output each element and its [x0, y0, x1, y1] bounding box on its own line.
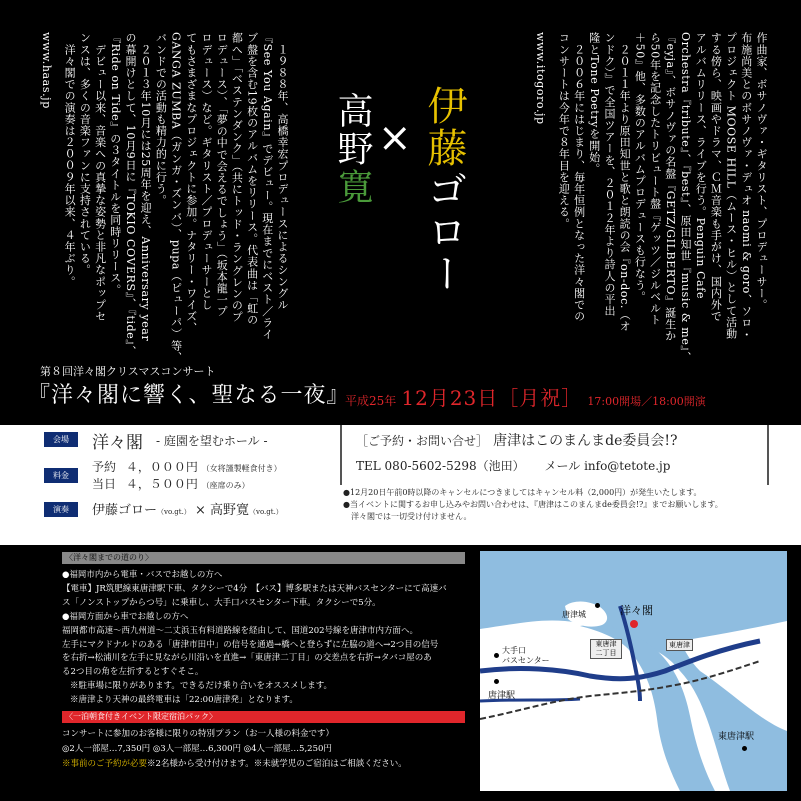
access-map[interactable]: [480, 551, 787, 791]
bio-line: 布施尚美とのボサノヴァ・デュオ naomi & goro、ソロ・: [739, 32, 753, 341]
bio-line: GANGA ZUMBA（ガンガ・ズンバ）、pupa（ピューパ）等、: [169, 32, 183, 363]
map-label-higashi: 東唐津: [666, 639, 693, 651]
event-date: 12月23日［月祝］: [401, 386, 583, 410]
bio-line: Orchestra『tribute』、『best』、原田知世『music & me』、: [678, 32, 692, 364]
note-line: 洋々閣では一切受け付けません。: [351, 512, 472, 521]
venue-marker-icon[interactable]: [630, 620, 638, 628]
bio-line: 洋々閣での演奏は２００９年以来、４年ぶり。: [63, 32, 77, 288]
bio-line: 『Ride on Tide』の３タイトルを同時リリース。: [108, 32, 122, 296]
ito-family-name: 伊藤: [421, 85, 467, 169]
access-line: ※駐車場に限りがあります。できるだけ乗り合いをオススメします。: [70, 681, 333, 692]
access-line: ●福岡方面から車でお越しの方へ: [62, 611, 189, 622]
map-label-karatsu-station: 唐津駅: [488, 691, 516, 701]
price-label: 当日: [92, 477, 117, 491]
bio-line: １９８８年、高橋幸宏プロデュースによるシングル: [276, 32, 289, 311]
details-section: [0, 425, 801, 545]
note-line: ●12月20日午前0時以降のキャンセルにつきましてはキャンセル料（2,000円）が発生いたします。: [343, 488, 702, 497]
contact-line: [356, 457, 670, 474]
access-line: を右折→松浦川を左手に見ながら川沿いを直進→「東唐津二丁目」の交差点を右折→タバコ屋のあ: [62, 653, 432, 664]
stay-line: [62, 757, 407, 772]
map-label-higashi-nichome: 東唐津 二丁目: [590, 639, 622, 659]
contact-notes: [343, 487, 723, 523]
bio-line: てもさまざまなプロジェクトに参加。ナタリー・ワイズ、: [184, 32, 198, 334]
map-label-otemachi: 大手口 バスセンター: [502, 646, 550, 665]
bio-line: プロジェクト MOOSE HILL（ムース・ヒル）として活動: [724, 32, 738, 340]
bio-line: 作曲家、ボサノヴァ・ギタリスト、プロデューサー。: [755, 32, 768, 311]
access-line: ●福岡市内から電車・バスでお越しの方へ: [62, 570, 223, 580]
bio-line: コンサートは今年で８年目を迎える。: [557, 32, 571, 230]
bio-url[interactable]: www.haas.jp: [39, 32, 53, 109]
bio-line: デビュー以来、音楽への真摯な姿勢と非凡なポップセ: [93, 32, 107, 322]
price-value: ４，５００円: [125, 477, 198, 491]
bio-line: ＋50』他、多数のアルバムプロデュースも行なう。: [633, 32, 647, 303]
bio-url[interactable]: www.itogoro.jp: [534, 32, 548, 125]
venue-name: 洋々閣: [92, 433, 143, 453]
map-label-castle: 唐津城: [562, 610, 586, 619]
bio-line: ロデュース）など。ギタリスト／プロデューサーとし: [199, 32, 213, 311]
stay-required-note: ※事前のご予約が必要: [62, 759, 148, 769]
name-ito-goro: [422, 85, 466, 295]
contact-tel[interactable]: TEL 080-5602-5298（池田）: [356, 459, 525, 473]
higashi-station-marker-icon: [742, 746, 747, 751]
bio-line: 隆とTone Poetryを開始。: [587, 32, 601, 175]
map-label-venue: 洋々閣: [620, 604, 653, 617]
access-header: 〈洋々閣までの道のり〉: [65, 553, 153, 562]
cross-mark: ×: [378, 115, 412, 161]
access-text: [62, 569, 447, 708]
bio-line: ２０１１年より原田知世と歌と朗読の会『on-doc.（オ: [618, 32, 632, 333]
bio-line: ブ盤を含む19枚のアルバムをリリース。代表曲は「虹の: [245, 32, 259, 326]
contact-mail[interactable]: info@tetote.jp: [584, 459, 671, 473]
stay-line-rest: ※2名様から受け付けます。※未就学児のご宿泊はご相談ください。: [147, 759, 407, 769]
price-label: 予約: [92, 460, 117, 474]
event-time: 17:00開場／18:00開演: [587, 395, 706, 408]
performer-cross: ×: [194, 503, 206, 518]
venue-subtitle: - 庭園を望むホール -: [156, 434, 268, 448]
bio-line: ンドク）』で全国ツアーを、２０１２年より詩人の平出: [602, 32, 616, 317]
event-date-line: [345, 382, 706, 411]
bio-line: ２０１３年10月には25周年を迎え、Anniversary year: [139, 32, 153, 342]
bio-line: ロデュース）、「夢の中で会えるでしょう」（坂本龍一プ: [215, 32, 229, 318]
performer-tag: 演奏: [44, 502, 78, 517]
bio-line: 都へ」「ベステンダンク」（共にトッド・ラングレンのプ: [230, 32, 244, 323]
performer-name: 伊藤ゴロー: [92, 503, 158, 518]
ito-given-name: ゴロー: [421, 169, 467, 295]
performer-role: （vo.gt.）: [157, 508, 191, 516]
price-row-door: [92, 475, 250, 492]
name-takano-hiroshi: [332, 92, 372, 206]
price-value: ４，０００円: [125, 460, 198, 474]
venue-tag: 会場: [44, 432, 78, 447]
access-line: 【電車】JR筑肥線東唐津駅下車、タクシーで4分 【バス】博多駅または天神バスセンターにて高速バ: [62, 583, 447, 594]
bio-line: ら50年を記念したトリビュート盤『ゲッツ／ジルベルト: [648, 32, 662, 326]
karatsu-station-marker-icon: [494, 679, 499, 684]
bio-line: 『eyja』、ボサノヴァの名盤『GETZ/GILBERTO』誕生か: [663, 32, 677, 342]
access-header-bar: [62, 552, 465, 564]
contact-label: ［ご予約・お問い合せ］: [356, 434, 489, 448]
map-label-higashi-station: 東唐津駅: [718, 732, 755, 742]
contact-mail-label: メール: [544, 459, 581, 473]
takano-given-name: 寛: [332, 168, 373, 206]
stay-line: ◎2人一部屋…7,350円 ◎3人一部屋…6,300円 ◎4人一部屋…5,250円: [62, 744, 332, 754]
takano-hiroshi-bio: [30, 32, 290, 363]
access-line: 左手にマクドナルドのある「唐津市田中」の信号を通過→橋へと登らずに左脇の道へ→2つ目の信号: [62, 639, 439, 650]
bio-line: アルバムリリース、ライブを行う。Penguin Cafe: [694, 32, 708, 300]
bio-line: ２００６年にはじまり、毎年恒例となった洋々閣での: [572, 32, 586, 322]
takano-family-name: 高野: [332, 92, 373, 168]
price-note: （女将謹製軽食付き）: [201, 464, 282, 473]
access-section: [0, 545, 801, 801]
performers-row: [92, 499, 283, 518]
bio-line: バンドでの活動も精力的に行う。: [154, 32, 168, 206]
contact-box: [340, 425, 769, 485]
event-subtitle: 第８回洋々閣クリスマスコンサート: [40, 365, 216, 378]
contact-org: 唐津はこのまんまde委員会!?: [493, 433, 678, 449]
performer-role: （vo.gt.）: [249, 508, 283, 516]
access-line: ス「ノンストップからつ号」に乗車し、大手口バスセンター下車。タクシーで5分。: [62, 597, 381, 608]
access-line: 福岡都市高速～西九州道～二丈浜玉有料道路線を経由して、国道202号線を唐津市内方面へ。: [62, 625, 419, 636]
event-title: 『洋々閣に響く、聖なる一夜』: [28, 383, 350, 408]
bio-line: する傍ら、映画やドラマ、ＣＭ音楽も手がけ、国内外で: [709, 32, 723, 322]
price-note: （座席のみ）: [201, 481, 250, 490]
access-line: る2つ目の角を左折するとすぐそこ。: [62, 667, 204, 678]
map-graphic: [480, 551, 787, 791]
bio-line: の幕開けとして、10月9日に『TOKIO COVERS』、『tide』、: [123, 32, 137, 358]
castle-marker-icon: [595, 603, 600, 608]
bio-line: 『See You Again』でデビュー。現在までにベスト／ライ: [260, 32, 274, 340]
event-era: 平成25年: [345, 394, 397, 408]
bio-line: ンスは、多くの音楽ファンに支持されている。: [78, 32, 92, 276]
stay-header-bar: [62, 711, 465, 723]
ito-goro-bio: [494, 32, 769, 364]
note-line: ●当イベントに関するお申し込みやお問い合わせは、『唐津はこのまんまde委員会!?』までお願いします。: [343, 500, 723, 509]
performer-name: 高野寛: [210, 503, 250, 518]
contact-heading: [356, 430, 678, 450]
stay-header: 〈一泊朝食付きイベント限定宿泊パック〉: [65, 712, 217, 721]
stay-text: [62, 727, 407, 772]
price-row-reserve: [92, 458, 282, 475]
access-line: ※唐津より天神の最終電車は「22:00唐津発」となります。: [70, 695, 298, 706]
price-tag: 料金: [44, 468, 78, 483]
otemachi-marker-icon: [494, 653, 499, 658]
stay-line: コンサートに参加のお客様に限りの特別プラン（お一人様の料金です）: [62, 729, 335, 739]
